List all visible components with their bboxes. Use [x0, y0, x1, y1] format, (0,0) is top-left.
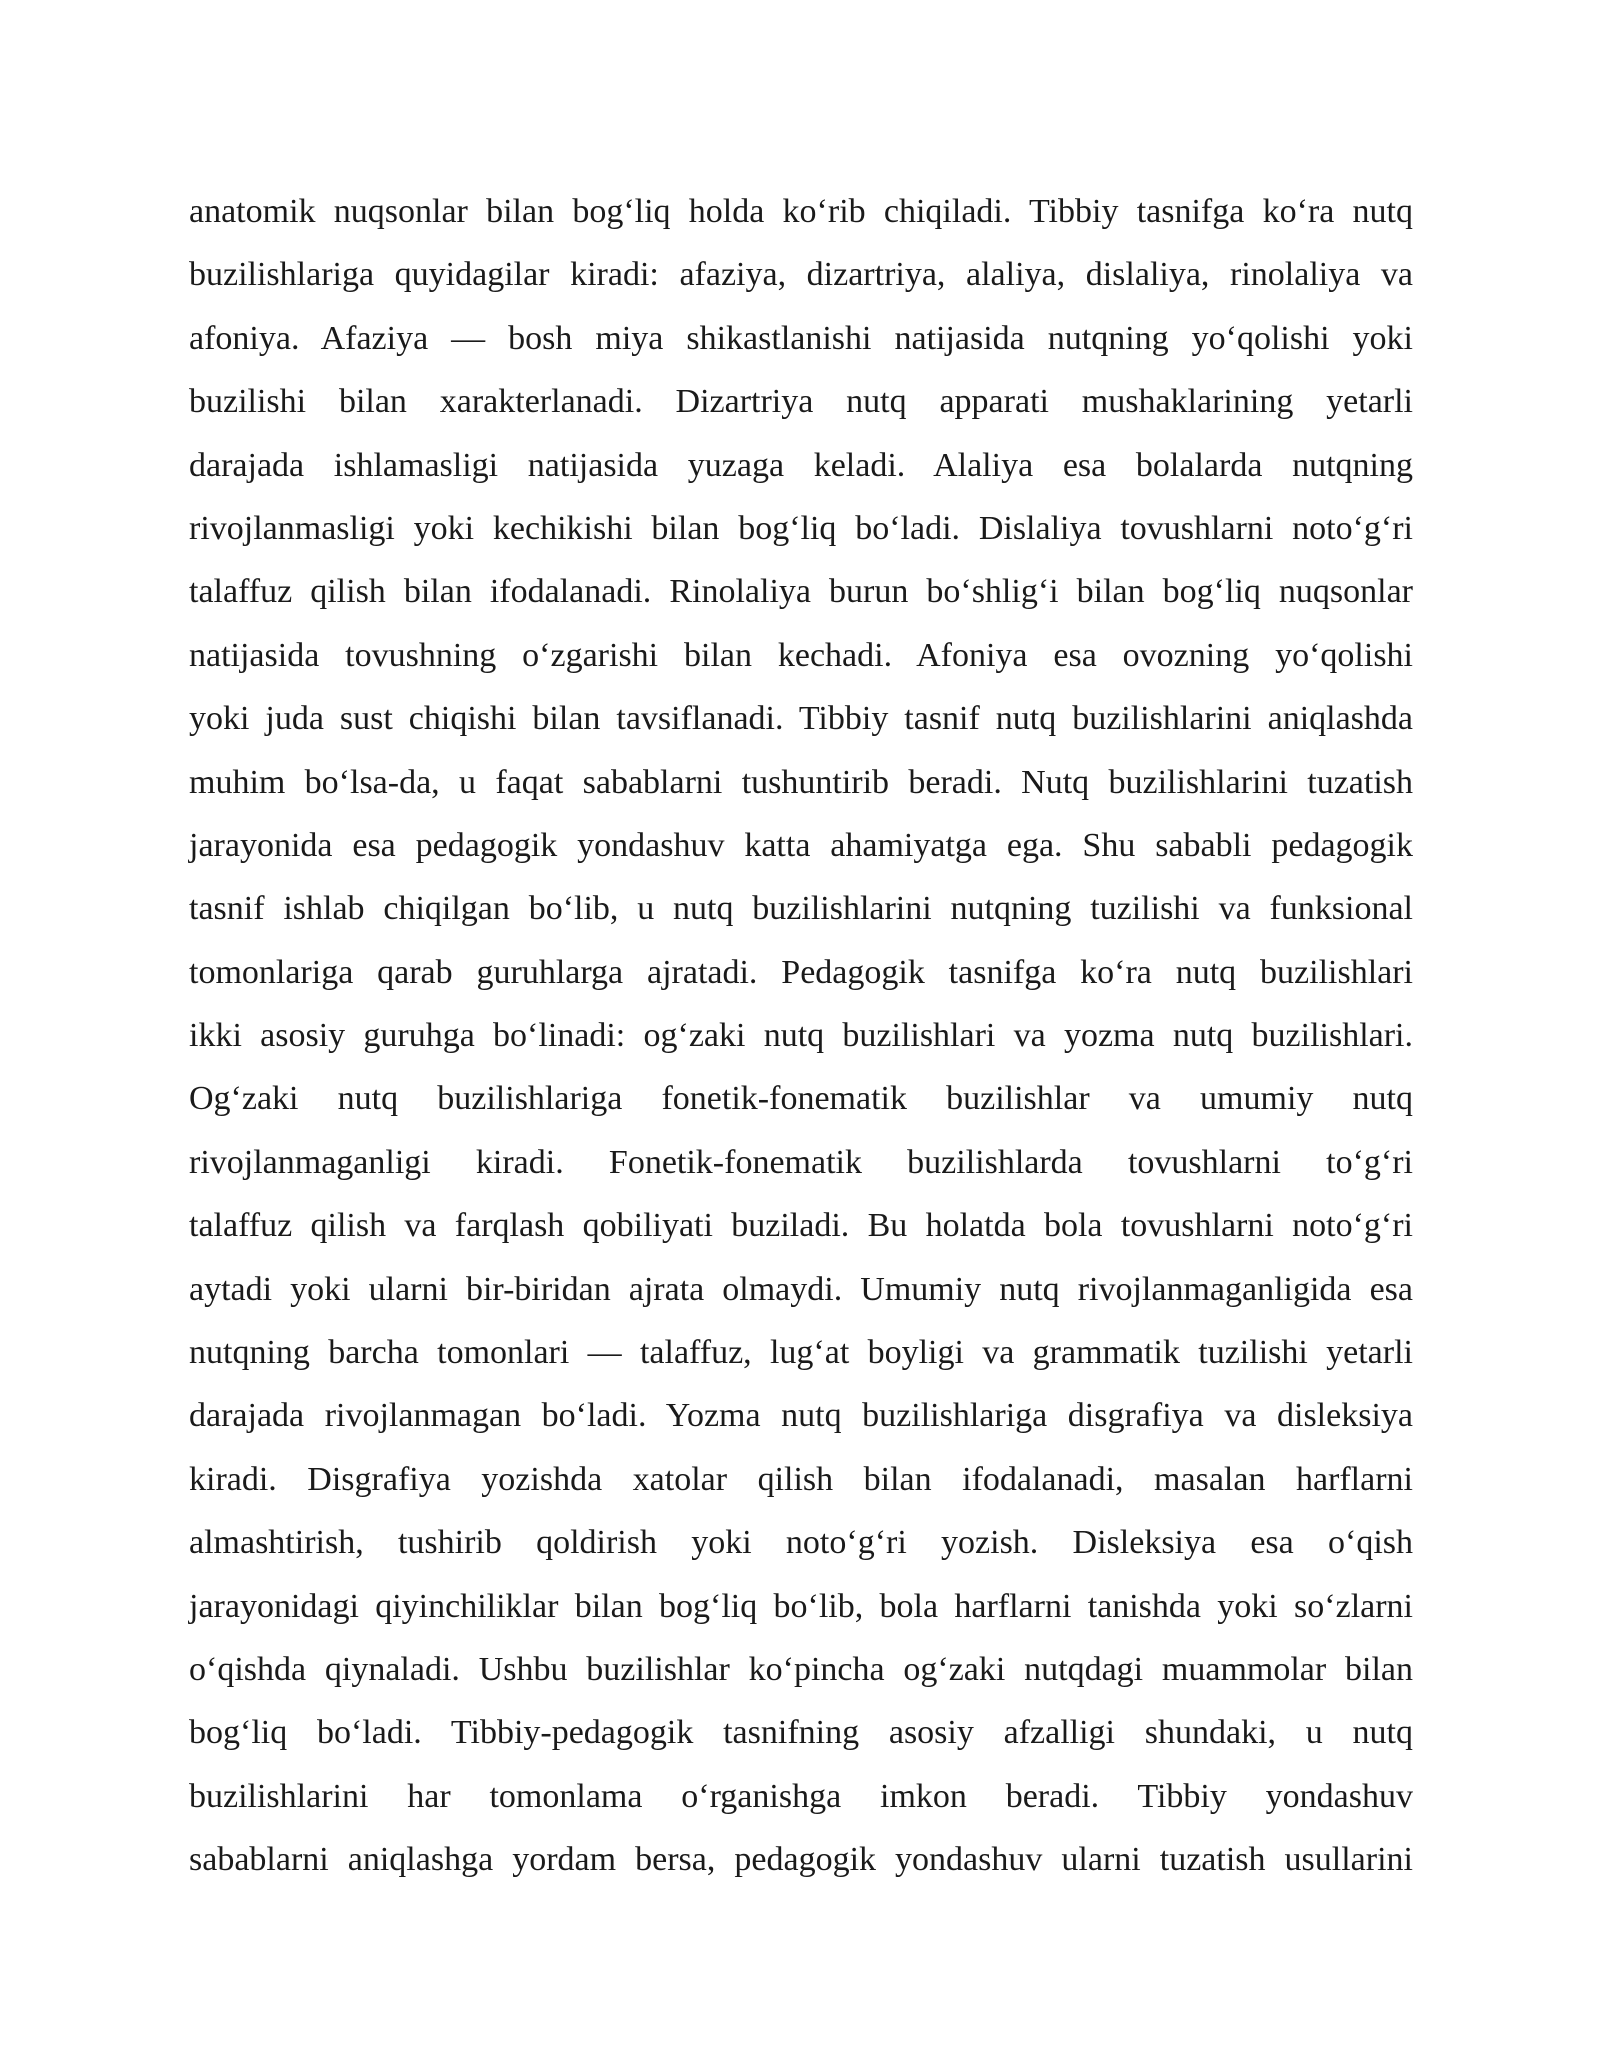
text-line: jarayonida esa pedagogik yondashuv katta ahamiyatga ega. Shu sababli pedagogik	[189, 826, 1413, 864]
text-line: buzilishi bilan xarakterlanadi. Dizartriya nutq apparati mushaklarining yetarli	[189, 383, 1413, 421]
text-line: muhim bo‘lsa-da, u faqat sabablarni tushuntirib beradi. Nutq buzilishlarini tuzatish	[189, 763, 1413, 801]
body-text	[189, 186, 1413, 1898]
text-line: sabablarni aniqlashga yordam bersa, pedagogik yondashuv ularni tuzatish usullarini	[189, 1841, 1413, 1879]
text-line: tasnif ishlab chiqilgan bo‘lib, u nutq buzilishlarini nutqning tuzilishi va funksional	[189, 890, 1413, 928]
text-line: buzilishlarini har tomonlama o‘rganishga imkon beradi. Tibbiy yondashuv	[189, 1777, 1413, 1815]
text-line: yoki juda sust chiqishi bilan tavsiflanadi. Tibbiy tasnif nutq buzilishlarini aniqlashda	[189, 700, 1413, 738]
text-line: rivojlanmaganligi kiradi. Fonetik-fonematik buzilishlarda tovushlarni to‘g‘ri	[189, 1143, 1413, 1181]
text-line: anatomik nuqsonlar bilan bog‘liq holda ko‘rib chiqiladi. Tibbiy tasnifga ko‘ra nutq	[189, 193, 1413, 230]
text-line: aytadi yoki ularni bir-biridan ajrata olmaydi. Umumiy nutq rivojlanmaganligida esa	[189, 1270, 1413, 1308]
text-line: tomonlariga qarab guruhlarga ajratadi. Pedagogik tasnifga ko‘ra nutq buzilishlari	[189, 953, 1413, 991]
text-line: rivojlanmasligi yoki kechikishi bilan bog‘liq bo‘ladi. Dislaliya tovushlarni noto‘g‘ri	[189, 509, 1413, 547]
text-line: darajada rivojlanmagan bo‘ladi. Yozma nutq buzilishlariga disgrafiya va disleksiya	[189, 1397, 1413, 1435]
text-line: o‘qishda qiynaladi. Ushbu buzilishlar ko‘pincha og‘zaki nutqdagi muammolar bilan	[189, 1650, 1413, 1688]
text-line: nutqning barcha tomonlari — talaffuz, lug‘at boyligi va grammatik tuzilishi yetarli	[189, 1334, 1413, 1372]
text-line: darajada ishlamasligi natijasida yuzaga keladi. Alaliya esa bolalarda nutqning	[189, 446, 1413, 484]
text-line: talaffuz qilish va farqlash qobiliyati buziladi. Bu holatda bola tovushlarni noto‘g‘ri	[189, 1207, 1413, 1245]
text-line: bog‘liq bo‘ladi. Tibbiy-pedagogik tasnifning asosiy afzalligi shundaki, u nutq	[189, 1714, 1413, 1752]
text-line: ikki asosiy guruhga bo‘linadi: og‘zaki nutq buzilishlari va yozma nutq buzilishlari.	[189, 1017, 1413, 1055]
text-line: almashtirish, tushirib qoldirish yoki noto‘g‘ri yozish. Disleksiya esa o‘qish	[189, 1524, 1413, 1562]
text-line: buzilishlariga quyidagilar kiradi: afaziya, dizartriya, alaliya, dislaliya, rinolaliya va	[189, 256, 1413, 294]
text-line: jarayonidagi qiyinchiliklar bilan bog‘liq bo‘lib, bola harflarni tanishda yoki so‘zlarni	[189, 1587, 1413, 1625]
text-line: Og‘zaki nutq buzilishlariga fonetik-fonematik buzilishlar va umumiy nutq	[189, 1080, 1413, 1118]
text-line: talaffuz qilish bilan ifodalanadi. Rinolaliya burun bo‘shlig‘i bilan bog‘liq nuqsonlar	[189, 573, 1413, 611]
text-line: kiradi. Disgrafiya yozishda xatolar qilish bilan ifodalanadi, masalan harflarni	[189, 1460, 1413, 1498]
text-line: natijasida tovushning o‘zgarishi bilan kechadi. Afoniya esa ovozning yo‘qolishi	[189, 636, 1413, 674]
text-line: afoniya. Afaziya — bosh miya shikastlanishi natijasida nutqning yo‘qolishi yoki	[189, 319, 1413, 357]
